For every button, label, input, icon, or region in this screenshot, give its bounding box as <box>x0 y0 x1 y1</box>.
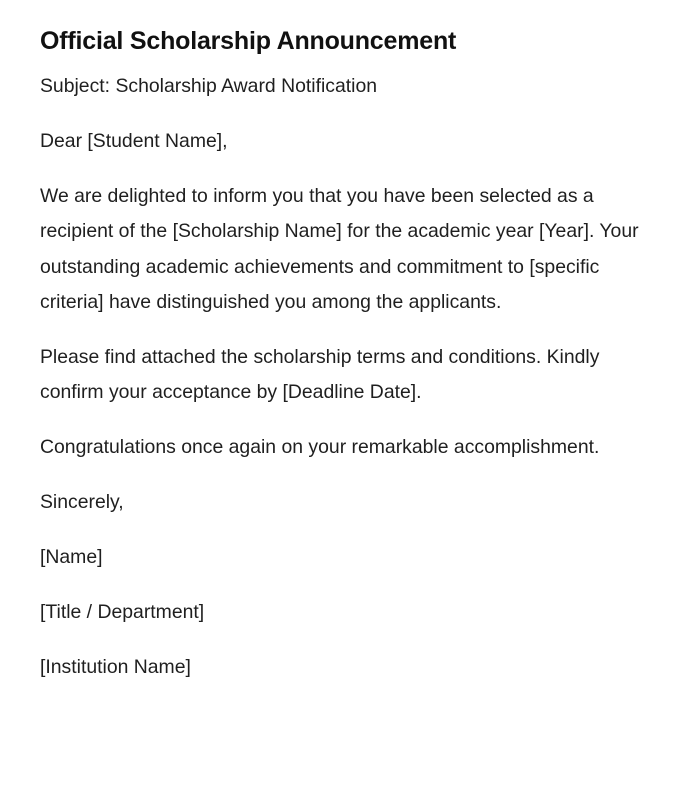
body-paragraph-terms: Please find attached the scholarship terms and conditions. Kindly confirm your acceptance by [Deadline Date]. <box>40 345 600 404</box>
body-paragraph-congratulations: Congratulations once again on your remarkable accomplishment. <box>40 436 600 459</box>
signer-title: [Title / Department] <box>40 601 205 624</box>
page-title: Official Scholarship Announcement <box>40 27 457 55</box>
signer-institution: [Institution Name] <box>40 656 191 679</box>
greeting: Dear [Student Name], <box>40 129 228 152</box>
subject-line: Subject: Scholarship Award Notification <box>40 75 378 97</box>
signer-name: [Name] <box>40 546 103 569</box>
body-paragraph-selection: We are delighted to inform you that you have been selected as a recipient of the [Scholarship Name] for the academic year [Year]. Your outstanding academic achievements and commitment to [specific criteria] have distinguished you among the applicants. <box>40 184 639 313</box>
closing: Sincerely, <box>40 491 124 514</box>
